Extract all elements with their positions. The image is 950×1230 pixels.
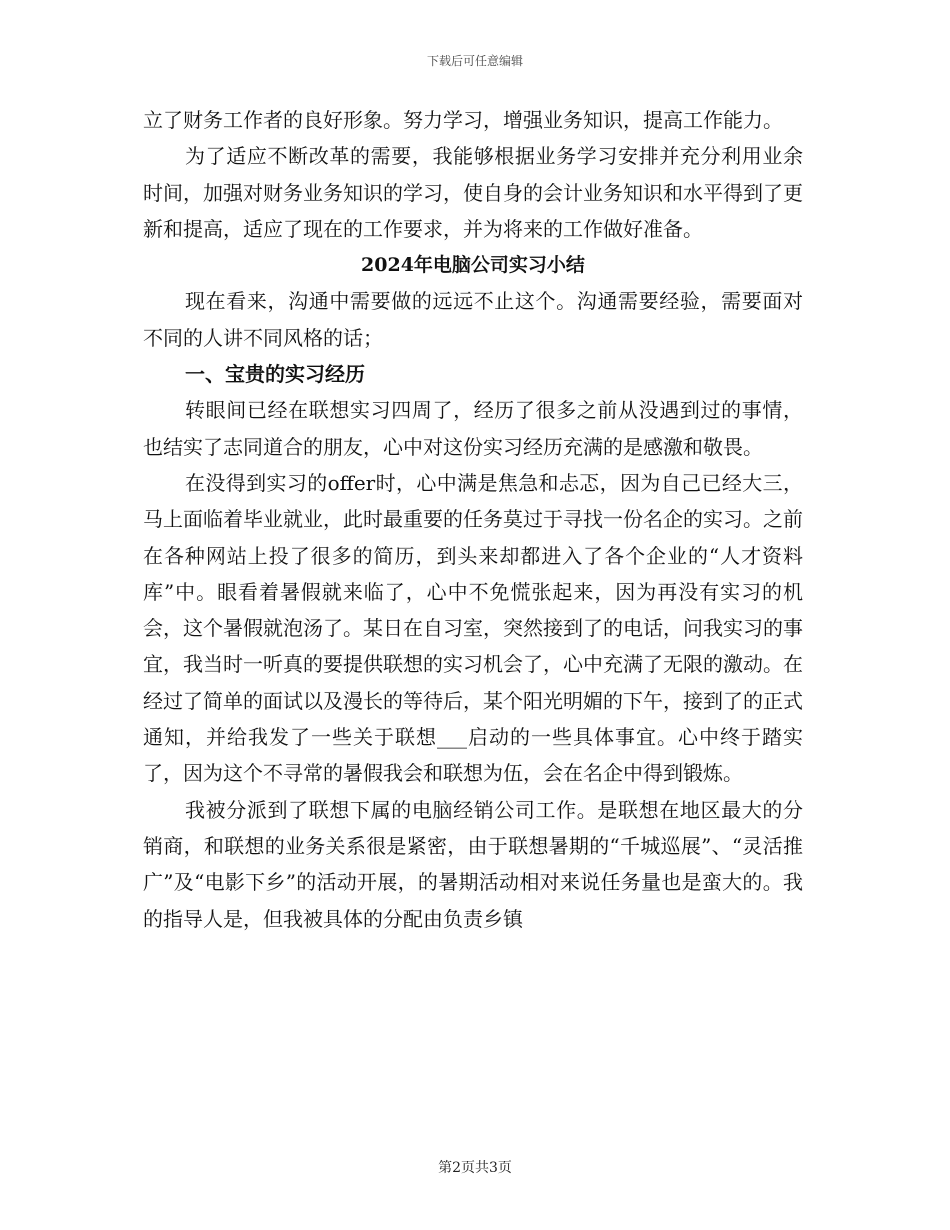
paragraph-5: 在没得到实习的offer时，心中满是焦急和忐忑，因为自己已经大三，马上面临着毕业就业，此时最重要的任务莫过于寻找一份名企的实习。之前在各种网站上投了很多的简历，到头来却都进入了各个企业的“人才资料库”中。眼看着暑假就来临了，心中不免慌张起来，因为再没有实习的机会，这个暑假就泡汤了。某日在自习室，突然接到了的电话，问我实习的事宜，我当时一听真的要提供联想的实习机会了，心中充满了无限的激动。在经过了简单的面试以及漫长的等待后，某个阳光明媚的下午，接到了的正式通知，并给我发了一些关于联想___启动的一些具体事宜。心中终于踏实了，因为这个不寻常的暑假我会和联想为伍，会在名企中得到锻炼。: [143, 470, 803, 786]
paragraph-2: 为了适应不断改革的需要，我能够根据业务学习安排并充分利用业余时间，加强对财务业务知识的学习，使自身的会计业务知识和水平得到了更新和提高，适应了现在的工作要求，并为将来的工作做好准备。: [143, 144, 803, 241]
document-body: [143, 102, 803, 937]
paragraph-4: 转眼间已经在联想实习四周了，经历了很多之前从没遇到过的事情，也结实了志同道合的朋友，心中对这份实习经历充满的是感激和敬畏。: [143, 398, 803, 459]
paragraph-6: 我被分派到了联想下属的电脑经销公司工作。是联想在地区最大的分销商，和联想的业务关系很是紧密，由于联想暑期的“千城巡展”、“灵活推广”及“电影下乡”的活动开展，的暑期活动相对来说任务量也是蛮大的。我的指导人是，但我被具体的分配由负责乡镇: [143, 797, 803, 931]
page-number: 第2页共3页: [438, 1160, 512, 1176]
section-title: 2024年电脑公司实习小结: [361, 254, 585, 277]
paragraph-1: 立了财务工作者的良好形象。努力学习，增强业务知识，提高工作能力。: [143, 108, 783, 132]
page-header-note: 下载后可任意编辑: [426, 54, 523, 68]
paragraph-3: 现在看来，沟通中需要做的远远不止这个。沟通需要经验，需要面对不同的人讲不同风格的话；: [143, 289, 803, 350]
subheading-1: 一、宝贵的实习经历: [185, 362, 365, 387]
